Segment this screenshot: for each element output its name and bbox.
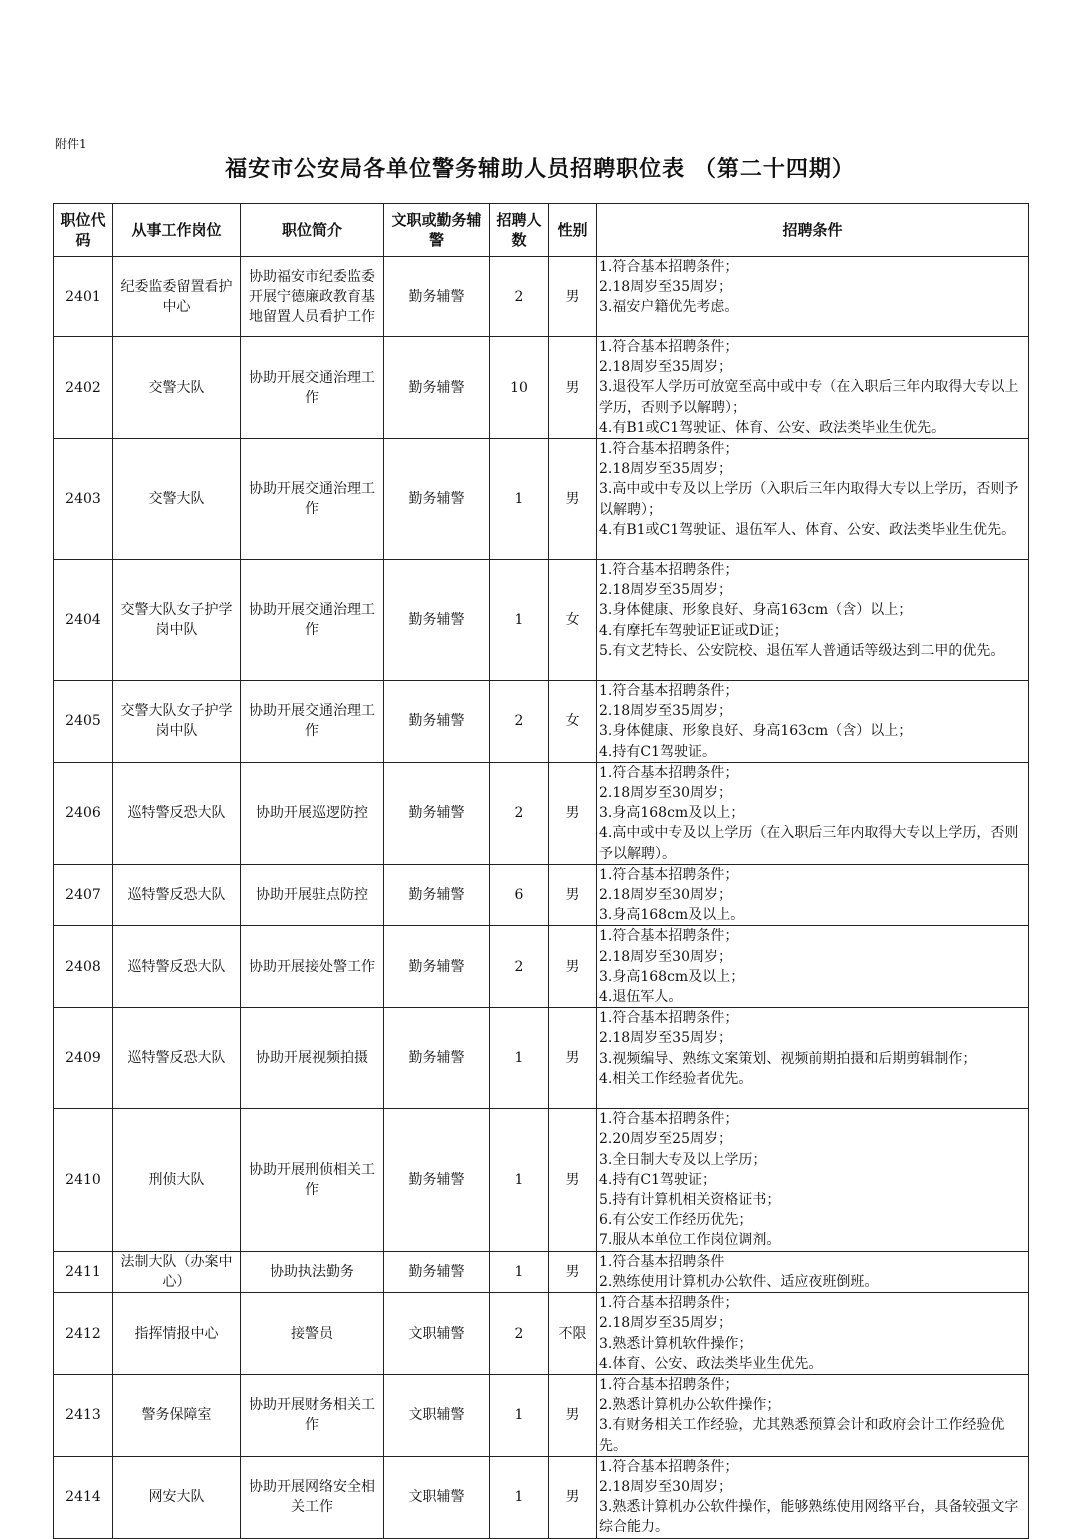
job-code-cell: 2406 xyxy=(54,762,113,864)
table-body xyxy=(54,257,1029,1539)
condition-line: 3.身高168cm及以上。 xyxy=(599,907,745,924)
condition-line: 1.符合基本招聘条件； xyxy=(599,1458,739,1475)
job-code-cell: 2407 xyxy=(54,864,113,926)
condition-line: 4.持有C1驾驶证； xyxy=(599,1171,716,1188)
type-cell: 勤务辅警 xyxy=(384,1251,490,1292)
table-header-row xyxy=(54,204,1029,257)
intro-cell: 协助开展交通治理工作 xyxy=(241,560,384,681)
intro-cell: 协助开展巡逻防控 xyxy=(241,762,384,864)
gender-cell: 男 xyxy=(549,1109,597,1251)
table-row xyxy=(54,439,1029,560)
header-intro: 职位简介 xyxy=(241,204,384,257)
count-cell: 1 xyxy=(490,1109,549,1251)
condition-line: 2.熟练使用计算机办公软件、适应夜班倒班。 xyxy=(599,1273,879,1290)
condition-line: 1.符合基本招聘条件； xyxy=(599,683,739,700)
count-cell: 2 xyxy=(490,681,549,763)
conditions-cell xyxy=(597,926,1029,1008)
post-cell: 巡特警反恐大队 xyxy=(113,762,241,864)
condition-line: 4.有B1或C1驾驶证、退伍军人、体育、公安、政法类毕业生优先。 xyxy=(599,521,1016,538)
gender-cell: 男 xyxy=(549,1008,597,1109)
condition-line: 4.退伍军人。 xyxy=(599,989,683,1006)
conditions-cell xyxy=(597,762,1029,864)
gender-cell: 男 xyxy=(549,1374,597,1456)
gender-cell: 女 xyxy=(549,560,597,681)
table-row xyxy=(54,337,1029,439)
type-cell: 文职辅警 xyxy=(384,1456,490,1538)
condition-line: 3.视频编导、熟练文案策划、视频前期拍摄和后期剪辑制作； xyxy=(599,1050,977,1067)
condition-line: 3.福安户籍优先考虑。 xyxy=(599,299,739,316)
conditions-cell xyxy=(597,1251,1029,1292)
conditions-cell xyxy=(597,439,1029,560)
condition-line: 3.身体健康、形象良好、身高163cm（含）以上； xyxy=(599,723,913,740)
type-cell: 勤务辅警 xyxy=(384,681,490,763)
type-cell: 文职辅警 xyxy=(384,1293,490,1375)
conditions-cell xyxy=(597,1109,1029,1251)
gender-cell: 不限 xyxy=(549,1293,597,1375)
conditions-cell xyxy=(597,864,1029,926)
condition-line: 6.有公安工作经历优先； xyxy=(599,1212,753,1229)
header-type: 文职或勤务辅警 xyxy=(384,204,490,257)
gender-cell: 男 xyxy=(549,1251,597,1292)
conditions-cell xyxy=(597,1374,1029,1456)
count-cell: 1 xyxy=(490,1251,549,1292)
condition-line: 1.符合基本招聘条件； xyxy=(599,764,739,781)
intro-cell: 协助开展交通治理工作 xyxy=(241,439,384,560)
condition-line: 7.服从本单位工作岗位调剂。 xyxy=(599,1232,781,1249)
gender-cell: 男 xyxy=(549,257,597,337)
job-code-cell: 2402 xyxy=(54,337,113,439)
condition-line: 1.符合基本招聘条件； xyxy=(599,866,739,883)
condition-line: 1.符合基本招聘条件； xyxy=(599,1295,739,1312)
condition-line: 4.相关工作经验者优先。 xyxy=(599,1070,753,1087)
post-cell: 网安大队 xyxy=(113,1456,241,1538)
intro-cell: 协助开展财务相关工作 xyxy=(241,1374,384,1456)
post-cell: 刑侦大队 xyxy=(113,1109,241,1251)
table-row xyxy=(54,257,1029,337)
count-cell: 2 xyxy=(490,762,549,864)
condition-line: 2.18周岁至35周岁； xyxy=(599,461,732,478)
condition-line: 3.熟悉计算机软件操作； xyxy=(599,1335,753,1352)
conditions-cell xyxy=(597,1008,1029,1109)
condition-line: 1.符合基本招聘条件； xyxy=(599,339,739,355)
table-row xyxy=(54,864,1029,926)
condition-line: 3.退役军人学历可放宽至高中或中专（在入职后三年内取得大专以上学历，否则予以解聘）； xyxy=(599,379,1019,416)
intro-cell: 协助开展视频拍摄 xyxy=(241,1008,384,1109)
conditions-cell xyxy=(597,1456,1029,1538)
condition-line: 2.18周岁至30周岁； xyxy=(599,1478,732,1495)
condition-line: 2.18周岁至30周岁； xyxy=(599,948,732,965)
table-row xyxy=(54,1374,1029,1456)
job-code-cell: 2413 xyxy=(54,1374,113,1456)
post-cell: 交警大队女子护学岗中队 xyxy=(113,681,241,763)
condition-line: 2.18周岁至35周岁； xyxy=(599,359,732,376)
condition-line: 3.身高168cm及以上； xyxy=(599,805,745,822)
post-cell: 警务保障室 xyxy=(113,1374,241,1456)
condition-line: 2.18周岁至30周岁； xyxy=(599,887,732,904)
table-row xyxy=(54,926,1029,1008)
conditions-cell xyxy=(597,257,1029,337)
intro-cell: 协助开展接处警工作 xyxy=(241,926,384,1008)
condition-line: 4.有摩托车驾驶证E证或D证； xyxy=(599,622,788,639)
intro-cell: 协助开展交通治理工作 xyxy=(241,337,384,439)
gender-cell: 男 xyxy=(549,762,597,864)
count-cell: 2 xyxy=(490,926,549,1008)
header-gender: 性别 xyxy=(549,204,597,257)
count-cell: 2 xyxy=(490,1293,549,1375)
conditions-cell xyxy=(597,337,1029,439)
condition-line: 5.有文艺特长、公安院校、退伍军人普通话等级达到二甲的优先。 xyxy=(599,642,1005,659)
post-cell: 法制大队（办案中心） xyxy=(113,1251,241,1292)
condition-line: 3.有财务相关工作经验，尤其熟悉预算会计和政府会计工作经验优先。 xyxy=(599,1417,1005,1454)
table-row xyxy=(54,681,1029,763)
recruitment-table xyxy=(53,203,1029,1539)
count-cell: 6 xyxy=(490,864,549,926)
post-cell: 交警大队 xyxy=(113,439,241,560)
condition-line: 1.符合基本招聘条件 xyxy=(599,1253,725,1270)
conditions-cell xyxy=(597,1293,1029,1375)
count-cell: 1 xyxy=(490,1456,549,1538)
type-cell: 勤务辅警 xyxy=(384,560,490,681)
condition-line: 4.体育、公安、政法类毕业生优先。 xyxy=(599,1355,823,1372)
condition-line: 1.符合基本招聘条件； xyxy=(599,441,739,458)
post-cell: 巡特警反恐大队 xyxy=(113,864,241,926)
post-cell: 纪委监委留置看护中心 xyxy=(113,257,241,337)
count-cell: 10 xyxy=(490,337,549,439)
type-cell: 勤务辅警 xyxy=(384,439,490,560)
job-code-cell: 2404 xyxy=(54,560,113,681)
condition-line: 4.高中或中专及以上学历（在入职后三年内取得大专以上学历，否则予以解聘）。 xyxy=(599,825,1019,862)
type-cell: 文职辅警 xyxy=(384,1374,490,1456)
condition-line: 2.18周岁至35周岁； xyxy=(599,279,732,296)
header-count: 招聘人数 xyxy=(490,204,549,257)
attachment-label: 附件1 xyxy=(55,137,87,151)
header-conditions: 招聘条件 xyxy=(597,204,1029,257)
condition-line: 4.有B1或C1驾驶证、体育、公安、政法类毕业生优先。 xyxy=(599,419,946,436)
job-code-cell: 2401 xyxy=(54,257,113,337)
gender-cell: 男 xyxy=(549,864,597,926)
condition-line: 2.熟悉计算机办公软件操作； xyxy=(599,1397,781,1414)
job-code-cell: 2411 xyxy=(54,1251,113,1292)
post-cell: 巡特警反恐大队 xyxy=(113,926,241,1008)
job-code-cell: 2409 xyxy=(54,1008,113,1109)
job-code-cell: 2410 xyxy=(54,1109,113,1251)
type-cell: 勤务辅警 xyxy=(384,337,490,439)
condition-line: 1.符合基本招聘条件； xyxy=(599,259,739,275)
condition-line: 1.符合基本招聘条件； xyxy=(599,562,739,579)
header-code: 职位代码 xyxy=(54,204,113,257)
count-cell: 1 xyxy=(490,1008,549,1109)
condition-line: 3.熟悉计算机办公软件操作，能够熟练使用网络平台，具备较强文字综合能力。 xyxy=(599,1499,1019,1536)
table-row xyxy=(54,1251,1029,1292)
page-title: 福安市公安局各单位警务辅助人员招聘职位表 （第二十四期） xyxy=(225,156,855,182)
condition-line: 1.符合基本招聘条件； xyxy=(599,1111,739,1128)
type-cell: 勤务辅警 xyxy=(384,1109,490,1251)
table-row xyxy=(54,1109,1029,1251)
condition-line: 4.持有C1驾驶证。 xyxy=(599,743,716,760)
table-row xyxy=(54,1008,1029,1109)
type-cell: 勤务辅警 xyxy=(384,926,490,1008)
type-cell: 勤务辅警 xyxy=(384,257,490,337)
table-row xyxy=(54,560,1029,681)
gender-cell: 女 xyxy=(549,681,597,763)
condition-line: 3.高中或中专及以上学历（入职后三年内取得大专以上学历，否则予以解聘）； xyxy=(599,481,1019,518)
condition-line: 2.18周岁至35周岁； xyxy=(599,1315,732,1332)
conditions-cell xyxy=(597,681,1029,763)
intro-cell: 协助开展驻点防控 xyxy=(241,864,384,926)
table-row xyxy=(54,1456,1029,1538)
intro-cell: 协助执法勤务 xyxy=(241,1251,384,1292)
gender-cell: 男 xyxy=(549,337,597,439)
type-cell: 勤务辅警 xyxy=(384,1008,490,1109)
job-code-cell: 2408 xyxy=(54,926,113,1008)
post-cell: 巡特警反恐大队 xyxy=(113,1008,241,1109)
count-cell: 2 xyxy=(490,257,549,337)
condition-line: 3.身体健康、形象良好、身高163cm（含）以上； xyxy=(599,602,913,619)
condition-line: 2.18周岁至35周岁； xyxy=(599,1030,732,1047)
intro-cell: 协助开展交通治理工作 xyxy=(241,681,384,763)
job-code-cell: 2414 xyxy=(54,1456,113,1538)
condition-line: 1.符合基本招聘条件； xyxy=(599,1376,739,1393)
post-cell: 交警大队女子护学岗中队 xyxy=(113,560,241,681)
condition-line: 2.18周岁至30周岁； xyxy=(599,785,732,802)
intro-cell: 接警员 xyxy=(241,1293,384,1375)
post-cell: 指挥情报中心 xyxy=(113,1293,241,1375)
conditions-cell xyxy=(597,560,1029,681)
gender-cell: 男 xyxy=(549,926,597,1008)
count-cell: 1 xyxy=(490,560,549,681)
job-code-cell: 2412 xyxy=(54,1293,113,1375)
condition-line: 2.18周岁至35周岁； xyxy=(599,703,732,720)
gender-cell: 男 xyxy=(549,439,597,560)
condition-line: 2.20周岁至25周岁； xyxy=(599,1131,732,1148)
condition-line: 1.符合基本招聘条件； xyxy=(599,1010,739,1027)
condition-line: 1.符合基本招聘条件； xyxy=(599,928,739,945)
intro-cell: 协助福安市纪委监委开展宁德廉政教育基地留置人员看护工作 xyxy=(241,257,384,337)
job-code-cell: 2405 xyxy=(54,681,113,763)
type-cell: 勤务辅警 xyxy=(384,762,490,864)
count-cell: 1 xyxy=(490,439,549,560)
table-row xyxy=(54,1293,1029,1375)
job-code-cell: 2403 xyxy=(54,439,113,560)
condition-line: 5.持有计算机相关资格证书； xyxy=(599,1192,781,1209)
type-cell: 勤务辅警 xyxy=(384,864,490,926)
table-row xyxy=(54,762,1029,864)
condition-line: 2.18周岁至35周岁； xyxy=(599,582,732,599)
intro-cell: 协助开展刑侦相关工作 xyxy=(241,1109,384,1251)
condition-line: 3.身高168cm及以上； xyxy=(599,968,745,985)
intro-cell: 协助开展网络安全相关工作 xyxy=(241,1456,384,1538)
condition-line: 3.全日制大专及以上学历； xyxy=(599,1151,767,1168)
post-cell: 交警大队 xyxy=(113,337,241,439)
header-post: 从事工作岗位 xyxy=(113,204,241,257)
gender-cell: 男 xyxy=(549,1456,597,1538)
count-cell: 1 xyxy=(490,1374,549,1456)
